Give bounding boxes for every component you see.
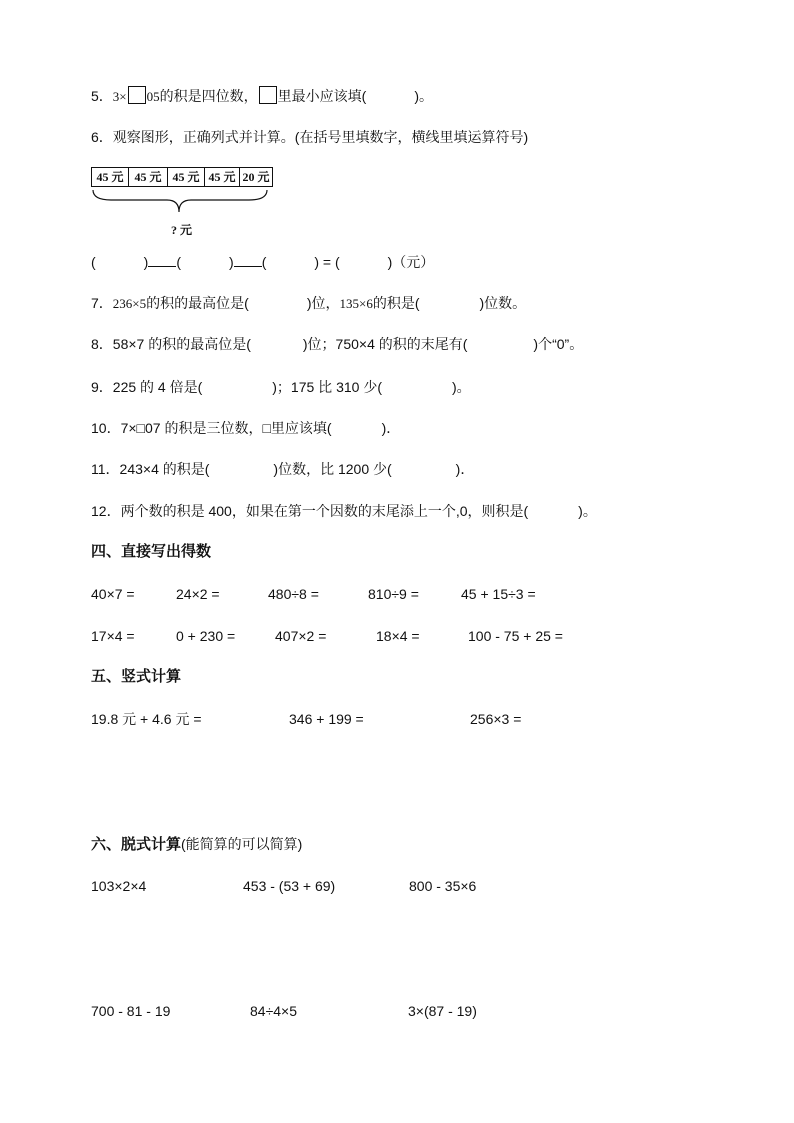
- calc-item: 407×2 =: [275, 628, 327, 644]
- stepwise-calc-item: 700 - 81 - 19: [91, 1003, 171, 1019]
- operator-blank: [148, 254, 176, 267]
- calc-item: 100 - 75 + 25 =: [468, 628, 563, 644]
- question-7: 7．236×5的积的最高位是( )位，135×6的积是( )位数。: [91, 295, 527, 311]
- section-4-title: 四、直接写出得数: [91, 543, 212, 560]
- question-11: 11．243×4 的积是( )位数，比 1200 少( )．: [91, 461, 475, 477]
- question-5: 5．3× 05的积是四位数， 里最小应该填( )。: [91, 88, 433, 104]
- calc-item: 0 + 230 =: [176, 628, 236, 644]
- vertical-calc-item: 19.8 元 + 4.6 元 =: [91, 711, 202, 727]
- segment-cell: 45 元: [168, 168, 205, 186]
- calc-item: 810÷9 =: [368, 586, 419, 602]
- segment-diagram: [91, 167, 273, 187]
- vertical-calc-item: 256×3 =: [470, 711, 522, 727]
- question-12: 12．两个数的积是 400，如果在第一个因数的末尾添上一个,0，则积是( )。: [91, 503, 597, 519]
- blank-box: [128, 86, 146, 104]
- stepwise-calc-item: 103×2×4: [91, 878, 147, 894]
- calc-item: 17×4 =: [91, 628, 135, 644]
- vertical-calc-item: 346 + 199 =: [289, 711, 364, 727]
- question-6-expression: ( ) ( ) ( ) = ( )（元）: [91, 254, 435, 270]
- stepwise-calc-item: 800 - 35×6: [409, 878, 477, 894]
- calc-item: 480÷8 =: [268, 586, 319, 602]
- brace-icon: [91, 188, 271, 216]
- calc-item: 45 + 15÷3 =: [461, 586, 536, 602]
- question-9: 9．225 的 4 倍是( )；175 比 310 少( )。: [91, 379, 471, 395]
- segment-cell: 45 元: [205, 168, 240, 186]
- stepwise-calc-item: 3×(87 - 19): [408, 1003, 477, 1019]
- question-10: 10．7×□07 的积是三位数，□里应该填( )．: [91, 420, 401, 436]
- stepwise-calc-item: 453 - (53 + 69): [243, 878, 336, 894]
- question-6-title: 6．观察图形，正确列式并计算。(在括号里填数字，横线里填运算符号): [91, 129, 529, 145]
- calc-item: 18×4 =: [376, 628, 420, 644]
- section-5-title: 五、竖式计算: [91, 668, 182, 685]
- section-6-title: 六、脱式计算(能简算的可以简算): [91, 836, 303, 853]
- question-8: 8．58×7 的积的最高位是( )位；750×4 的积的末尾有( )个“0”。: [91, 336, 584, 352]
- operator-blank: [234, 254, 262, 267]
- blank-box: [259, 86, 277, 104]
- calc-item: 40×7 =: [91, 586, 135, 602]
- calc-item: 24×2 =: [176, 586, 220, 602]
- segment-cell: 45 元: [92, 168, 129, 186]
- total-question-label: ? 元: [171, 223, 193, 237]
- segment-cell: 45 元: [129, 168, 168, 186]
- segment-cell: 20 元: [242, 170, 270, 184]
- stepwise-calc-item: 84÷4×5: [250, 1003, 298, 1019]
